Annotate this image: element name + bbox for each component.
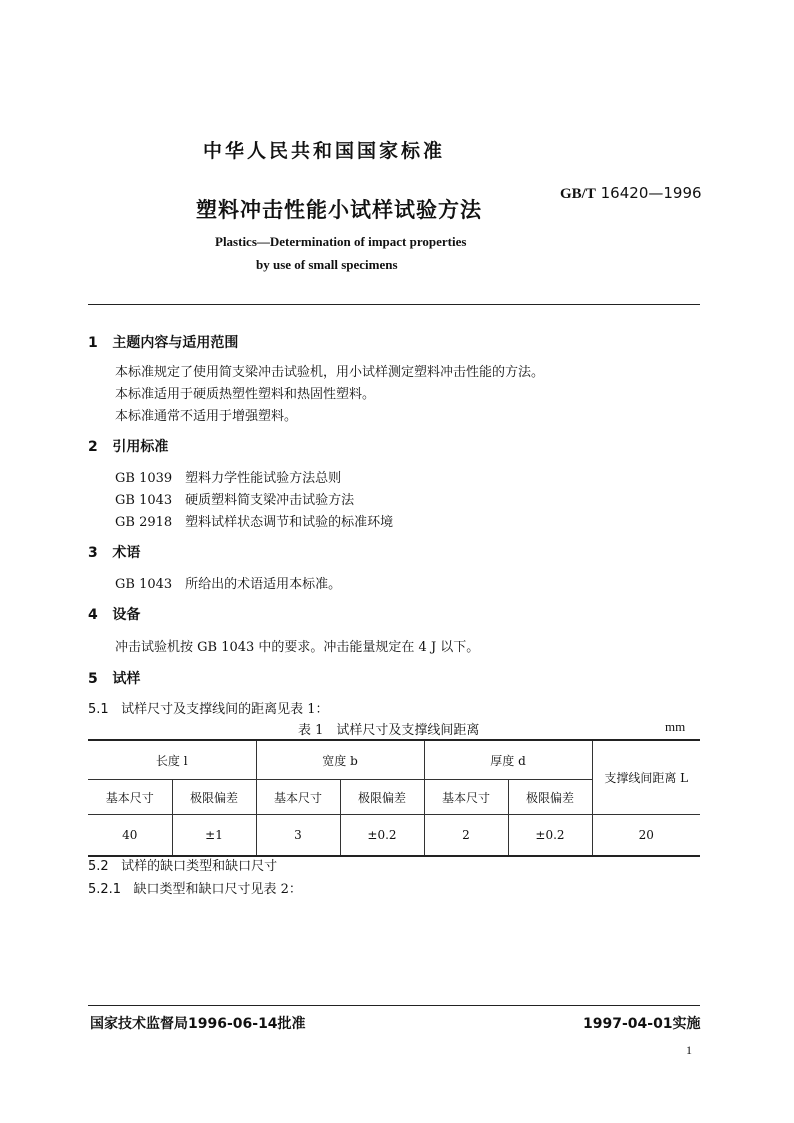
cell-width-tolerance: ±0.2 <box>340 815 424 857</box>
cell-width-nominal: 3 <box>256 815 340 857</box>
section-4-heading <box>88 604 140 624</box>
reference-item <box>115 489 354 508</box>
approval-date: 国家技术监督局1996-06-14批准 <box>90 1016 306 1032</box>
section-1-number: 1 <box>88 335 98 351</box>
header-divider <box>88 304 700 305</box>
subheader-tolerance: 极限偏差 <box>172 780 256 815</box>
section-5-number: 5 <box>88 671 98 687</box>
reference-title: 塑料力学性能试验方法总则 <box>185 471 342 486</box>
section-1-line-1: 本标准规定了使用简支梁冲击试验机，用小试样测定塑料冲击性能的方法。 <box>115 365 545 380</box>
standard-code-number: 16420—1996 <box>600 184 702 202</box>
document-title-cn: 塑料冲击性能小试样试验方法 <box>196 198 482 222</box>
clause-5-1 <box>88 698 329 717</box>
section-4-body: 冲击试验机按 GB 1043 中的要求。冲击能量规定在 4 J 以下。 <box>115 640 480 655</box>
cell-thickness-tolerance: ±0.2 <box>508 815 592 857</box>
table-1-caption: 表 1 试样尺寸及支撑线间距离 <box>298 723 480 738</box>
document-title-en-line1: Plastics—Determination of impact properties <box>215 234 467 249</box>
standard-code <box>560 184 702 203</box>
cell-length-nominal: 40 <box>88 815 172 857</box>
reference-item <box>115 511 393 530</box>
clause-5-2-1-text: 缺口类型和缺口尺寸见表 2： <box>133 882 302 897</box>
header-thickness: 厚度 d <box>424 740 592 780</box>
table-header-row <box>88 740 700 780</box>
section-3-ref-code: GB 1043 <box>115 577 173 592</box>
cell-length-tolerance: ±1 <box>172 815 256 857</box>
document-title-en-line2: by use of small specimens <box>256 257 398 272</box>
section-3-body <box>115 573 341 592</box>
clause-5-2-1-number: 5.2.1 <box>88 882 122 897</box>
page-number: 1 <box>686 1043 692 1057</box>
section-4-title: 设备 <box>112 607 141 623</box>
subheader-tolerance: 极限偏差 <box>508 780 592 815</box>
section-1-line-3: 本标准通常不适用于增强塑料。 <box>115 409 298 424</box>
header-support-span: 支撑线间距离 L <box>592 740 700 815</box>
section-1-line-2: 本标准适用于硬质热塑性塑料和热固性塑料。 <box>115 387 376 402</box>
cell-support-span: 20 <box>592 815 700 857</box>
section-4-number: 4 <box>88 607 98 623</box>
section-3-ref-text: 所给出的术语适用本标准。 <box>185 577 342 592</box>
section-3-title: 术语 <box>112 545 141 561</box>
reference-code: GB 2918 <box>115 515 173 530</box>
reference-code: GB 1043 <box>115 493 173 508</box>
clause-5-2-number: 5.2 <box>88 859 109 874</box>
reference-code: GB 1039 <box>115 471 173 486</box>
section-2-number: 2 <box>88 439 98 455</box>
subheader-nominal: 基本尺寸 <box>88 780 172 815</box>
clause-5-2-text: 试样的缺口类型和缺口尺寸 <box>121 859 278 874</box>
standard-code-prefix: GB/T <box>560 186 596 202</box>
header-length: 长度 l <box>88 740 256 780</box>
reference-title: 塑料试样状态调节和试验的标准环境 <box>185 515 394 530</box>
table-row <box>88 815 700 857</box>
footer-divider <box>88 1005 700 1006</box>
section-2-heading <box>88 436 168 456</box>
reference-title: 硬质塑料简支梁冲击试验方法 <box>185 493 355 508</box>
section-3-heading <box>88 542 140 562</box>
effective-date: 1997-04-01实施 <box>583 1016 701 1032</box>
subheader-tolerance: 极限偏差 <box>340 780 424 815</box>
cell-thickness-nominal: 2 <box>424 815 508 857</box>
table-1-unit: mm <box>665 719 686 734</box>
section-5-heading <box>88 668 140 688</box>
issuing-authority-title: 中华人民共和国国家标准 <box>203 140 446 162</box>
section-5-title: 试样 <box>112 671 141 687</box>
section-1-heading <box>88 332 238 352</box>
header-width: 宽度 b <box>256 740 424 780</box>
clause-5-2 <box>88 855 277 874</box>
clause-5-2-1 <box>88 878 302 897</box>
section-1-title: 主题内容与适用范围 <box>112 335 239 351</box>
subheader-nominal: 基本尺寸 <box>424 780 508 815</box>
section-3-number: 3 <box>88 545 98 561</box>
specimen-dimensions-table <box>88 739 700 857</box>
subheader-nominal: 基本尺寸 <box>256 780 340 815</box>
clause-5-1-text: 试样尺寸及支撑线间的距离见表 1： <box>121 702 329 717</box>
reference-item <box>115 467 341 486</box>
clause-5-1-number: 5.1 <box>88 702 109 717</box>
section-2-title: 引用标准 <box>112 439 169 455</box>
